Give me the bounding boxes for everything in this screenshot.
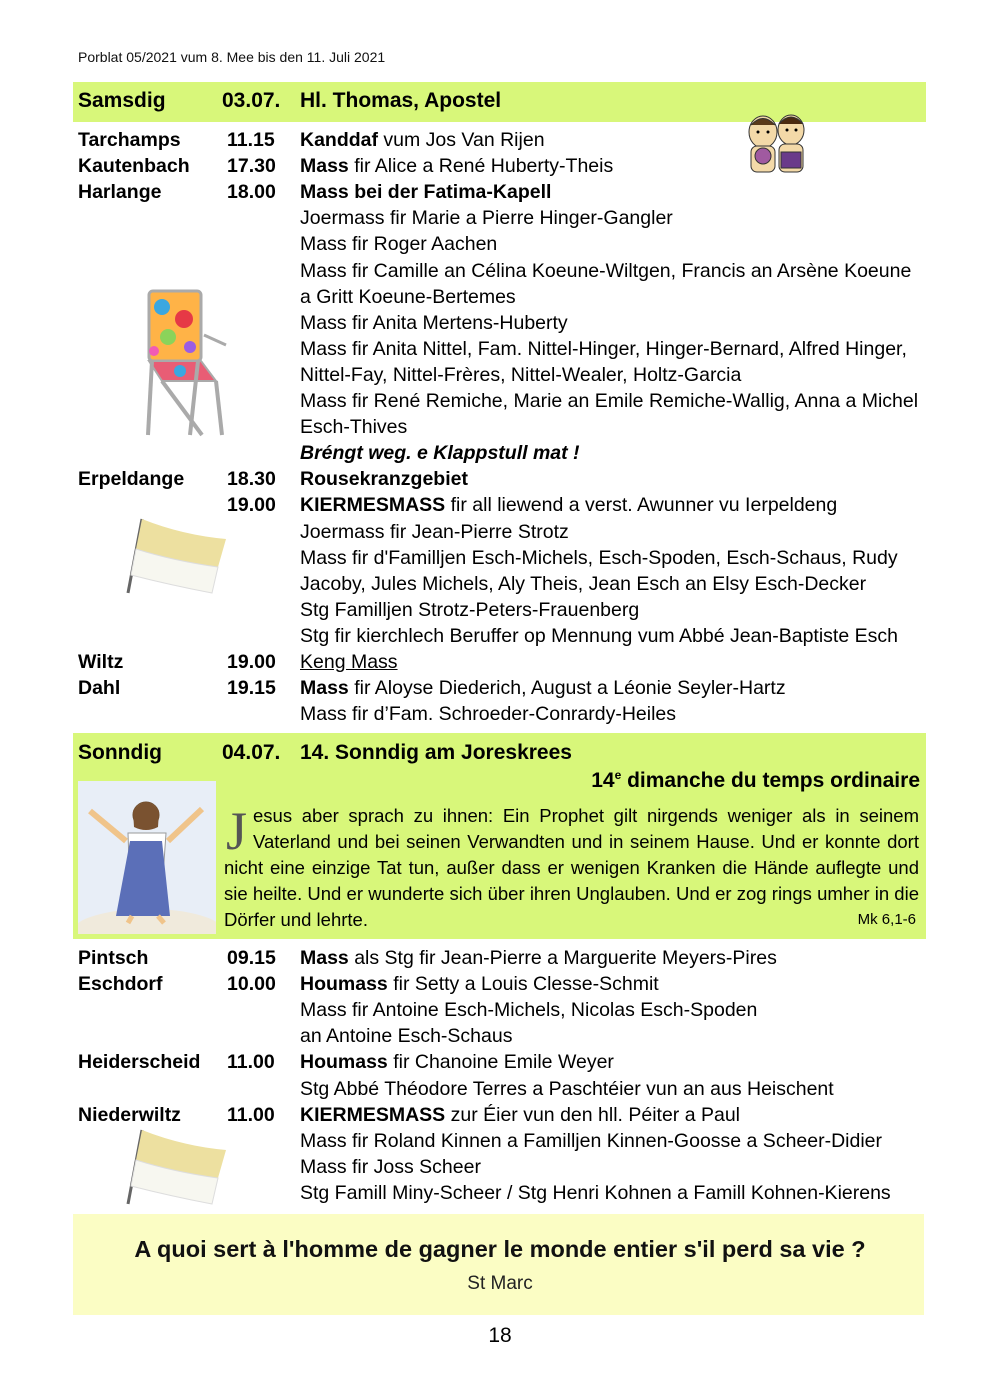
papal-flag-icon	[122, 513, 232, 595]
row-text: an Antoine Esch-Schaus	[300, 1025, 513, 1048]
row-time: 09.15	[227, 947, 276, 969]
quote-dropcap: J	[226, 801, 248, 861]
row-text: Nittel-Fay, Nittel-Frères, Nittel-Wealer, Holtz-Garcia	[300, 363, 742, 386]
row-text: Mass fir Antoine Esch-Michels, Nicolas Esch-Spoden	[300, 999, 758, 1022]
schedule-row	[0, 1023, 1000, 1049]
row-text: Rousekranzgebiet	[300, 468, 468, 491]
row-time: 18.00	[227, 181, 276, 204]
row-place: Eschdorf	[78, 973, 163, 996]
footer-quote-box	[73, 1214, 924, 1315]
row-text: Mass fir Anita Mertens-Huberty	[300, 311, 568, 334]
row-text: Keng Mass	[300, 651, 398, 673]
schedule-row	[0, 1049, 1000, 1075]
row-text: Mass fir René Remiche, Marie an Emile Remiche-Wallig, Anna a Michel	[300, 390, 919, 412]
schedule-row	[0, 179, 1000, 205]
gospel-reference: Mk 6,1-6	[857, 911, 916, 928]
row-text: Mass bei der Fatima-Kapell	[300, 181, 552, 204]
page-number: 18	[488, 1324, 512, 1347]
row-time: 19.15	[227, 677, 276, 700]
page-header: Porblat 05/2021 vum 8. Mee bis den 11. Juli 2021	[78, 49, 386, 65]
row-place: Dahl	[78, 677, 121, 700]
row-text: Houmass fir Chanoine Emile Weyer	[300, 1051, 614, 1074]
footer-author: St Marc	[467, 1273, 533, 1294]
row-text: Mass fir Roland Kinnen a Familljen Kinnen-Goosse a Scheer-Didier	[300, 1129, 883, 1152]
schedule-row	[0, 440, 1000, 466]
saturday-date: 03.07.	[222, 89, 281, 112]
row-time: 19.00	[227, 651, 276, 673]
row-text: Mass fir Anita Nittel, Fam. Nittel-Hinger, Hinger-Bernard, Alfred Hinger,	[300, 337, 907, 360]
row-place: Tarchamps	[78, 129, 181, 151]
schedule-row	[0, 623, 1000, 649]
schedule-row	[0, 675, 1000, 701]
saturday-day: Samsdig	[78, 89, 166, 112]
gospel-quote: Jesus aber sprach zu ihnen: Ein Prophet gilt nirgends weniger als in seinem Vaterland und bei seinen Verwandten und in seinem Hause. Und er konnte dort nicht eine einzige Tat tun, außer dass er wenigen Kranken die Hände auflegte und sie heilte. Und er wunderte sich über ihren Unglauben. Und er zog rings umher in die Dörfer und lehrte.	[224, 801, 919, 930]
row-time: 11.15	[227, 129, 275, 151]
sunday-day: Sonndig	[78, 741, 162, 764]
schedule-row	[0, 701, 1000, 727]
folding-chair-illustration	[140, 285, 232, 440]
saturday-title: Hl. Thomas, Apostel	[300, 89, 502, 112]
schedule-row	[0, 466, 1000, 492]
row-text: KIERMESMASS zur Éier vun den hll. Péiter a Paul	[300, 1103, 741, 1126]
row-place: Wiltz	[78, 651, 124, 673]
schedule-row	[0, 127, 1000, 153]
row-text: Esch-Thives	[300, 416, 408, 439]
row-text: Stg fir kierchlech Beruffer op Mennung vum Abbé Jean-Baptiste Esch	[300, 624, 898, 647]
sunday-date: 04.07.	[222, 741, 281, 764]
jesus-illustration	[78, 781, 216, 934]
row-text: Mass fir d'Familljen Esch-Michels, Esch-Spoden, Esch-Schaus, Rudy	[300, 546, 898, 569]
row-text: Stg Famill Miny-Scheer / Stg Henri Kohnen a Famill Kohnen-Kierens	[300, 1181, 891, 1204]
row-time: 19.00	[227, 494, 276, 517]
row-text: Mass fir d’Fam. Schroeder-Conrardy-Heiles	[300, 703, 677, 726]
row-place: Niederwiltz	[78, 1103, 181, 1126]
row-place: Pintsch	[78, 947, 149, 969]
row-text: Stg Familljen Strotz-Peters-Frauenberg	[300, 598, 640, 621]
row-text: Joermass fir Marie a Pierre Hinger-Gangler	[300, 207, 673, 230]
row-time: 10.00	[227, 973, 276, 996]
row-text: Mass fir Roger Aachen	[300, 233, 498, 256]
schedule-row	[0, 258, 1000, 284]
row-time: 17.30	[227, 155, 276, 178]
row-text: Kanddaf vum Jos Van Rijen	[300, 129, 545, 151]
schedule-row	[0, 597, 1000, 623]
row-text: Stg Abbé Théodore Terres a Paschtéier vun an aus Heischent	[300, 1077, 834, 1100]
row-text: Mass fir Aloyse Diederich, August a Léonie Seyler-Hartz	[300, 677, 786, 700]
row-place: Kautenbach	[78, 155, 190, 178]
schedule-row	[0, 997, 1000, 1023]
row-place: Erpeldange	[78, 468, 185, 491]
row-text: Jacoby, Jules Michels, Aly Theis, Jean Esch an Elsy Esch-Decker	[300, 572, 867, 595]
row-time: 11.00	[227, 1103, 275, 1126]
schedule-row	[0, 231, 1000, 257]
schedule-row	[0, 649, 1000, 675]
schedule-row	[0, 205, 1000, 231]
row-text: a Gritt Koeune-Bertemes	[300, 285, 516, 308]
row-text: Mass fir Camille an Célina Koeune-Wiltgen, Francis an Arsène Koeune	[300, 259, 912, 282]
row-text: Houmass fir Setty a Louis Clesse-Schmit	[300, 973, 659, 996]
row-place: Heiderscheid	[78, 1051, 201, 1074]
schedule-row	[0, 1076, 1000, 1102]
schedule-row	[0, 153, 1000, 179]
row-place: Harlange	[78, 181, 162, 204]
sunday-title: 14. Sonndig am Joreskrees	[300, 741, 572, 764]
row-time: 18.30	[227, 468, 276, 491]
row-text: Mass fir Joss Scheer	[300, 1155, 481, 1178]
row-text: Joermass fir Jean-Pierre Strotz	[300, 520, 569, 543]
row-text: Bréngt weg. e Klappstull mat !	[300, 442, 580, 465]
row-text: KIERMESMASS fir all liewend a verst. Awunner vu Ierpeldeng	[300, 494, 838, 517]
row-text: Mass fir Alice a René Huberty-Theis	[300, 155, 614, 178]
papal-flag-icon	[122, 1124, 232, 1206]
schedule-row	[0, 971, 1000, 997]
row-time: 11.00	[227, 1051, 275, 1074]
schedule-row	[0, 945, 1000, 971]
row-text: Mass als Stg fir Jean-Pierre a Marguerite Meyers-Pires	[300, 947, 777, 969]
sunday-subtitle: 14e dimanche du temps ordinaire	[591, 768, 920, 792]
children-illustration	[743, 110, 811, 176]
footer-quote: A quoi sert à l'homme de gagner le monde entier s'il perd sa vie ?	[134, 1236, 866, 1262]
